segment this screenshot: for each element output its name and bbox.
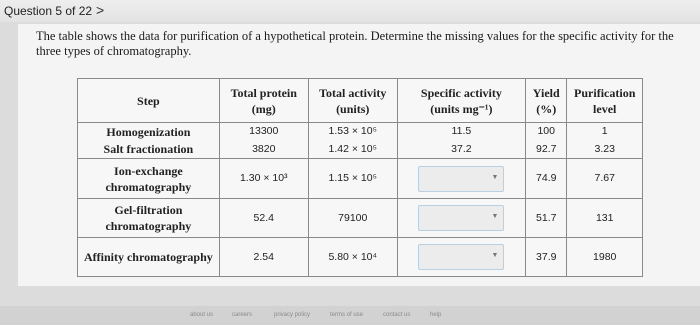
- row-step: [78, 159, 220, 199]
- header-purification-unit: level: [593, 101, 617, 116]
- row-step-line2: chromatography: [105, 219, 192, 233]
- header-yield-unit: (%): [536, 101, 557, 116]
- specific-activity-dropdown[interactable]: [418, 166, 504, 192]
- footer-link-careers[interactable]: careers: [232, 312, 253, 318]
- specific-activity-answer-cell: [397, 199, 525, 238]
- header-total-protein: [219, 79, 308, 123]
- row-activity: 1.15 × 10⁵: [308, 159, 397, 199]
- header-specific-activity-label: Specific activity: [420, 85, 502, 100]
- row-purification: 1980: [567, 238, 643, 277]
- header-specific-activity: [397, 79, 525, 123]
- header-purification: [567, 79, 643, 123]
- header-total-activity-label: Total activity: [319, 85, 387, 100]
- table-row: [78, 199, 643, 238]
- row-yield: 92.7: [526, 141, 567, 159]
- row-yield: 74.9: [526, 159, 567, 199]
- specific-activity-dropdown[interactable]: [418, 205, 504, 231]
- row-protein: 1.30 × 10³: [219, 159, 308, 199]
- header-yield: [526, 79, 567, 123]
- question-header: [0, 0, 700, 22]
- row-step: Homogenization: [78, 123, 220, 141]
- header-step: [78, 79, 220, 123]
- row-specific-activity: 11.5: [397, 123, 525, 141]
- row-step: Affinity chromatography: [78, 238, 220, 277]
- footer-link-privacy[interactable]: privacy policy: [274, 312, 311, 318]
- row-activity: 1.42 × 10⁵: [308, 141, 397, 159]
- row-step-line1: Ion-exchange: [114, 163, 183, 178]
- row-purification: 3.23: [567, 141, 643, 159]
- row-protein: 3820: [219, 141, 308, 159]
- row-yield: 100: [526, 123, 567, 141]
- header-purification-label: Purification: [574, 85, 636, 100]
- row-activity: 1.53 × 10⁵: [308, 123, 397, 141]
- row-protein: 2.54: [219, 238, 308, 277]
- row-purification: 7.67: [567, 159, 643, 199]
- header-specific-activity-unit: (units mg⁻¹): [430, 101, 493, 116]
- row-activity: 79100: [308, 199, 397, 238]
- header-total-activity-unit: (units): [336, 101, 370, 116]
- row-step: [78, 199, 220, 238]
- footer-link-terms[interactable]: terms of use: [330, 312, 364, 318]
- table-row: [78, 141, 643, 159]
- header-total-protein-unit: (mg): [251, 101, 276, 116]
- table-row: [78, 159, 643, 199]
- question-counter: Question 5 of 22: [4, 4, 93, 18]
- specific-activity-dropdown[interactable]: [418, 244, 504, 270]
- row-activity: 5.80 × 10⁴: [308, 238, 397, 277]
- header-step-label: Step: [137, 93, 160, 108]
- footer-link-contact[interactable]: contact us: [383, 312, 411, 318]
- chevron-down-icon: ▼: [491, 251, 499, 259]
- row-yield: 51.7: [526, 199, 567, 238]
- row-protein: 52.4: [219, 199, 308, 238]
- header-total-protein-label: Total protein: [230, 85, 297, 100]
- row-purification: 131: [567, 199, 643, 238]
- row-step: Salt fractionation: [78, 141, 220, 159]
- row-purification: 1: [567, 123, 643, 141]
- row-specific-activity: 37.2: [397, 141, 525, 159]
- chevron-down-icon: ▼: [491, 212, 499, 220]
- question-text: The table shows the data for purification of a hypothetical protein. Determine the missing values for the specific activity for the three types of chromatography.: [36, 29, 674, 58]
- purification-table: [77, 78, 643, 277]
- header-yield-label: Yield: [532, 85, 560, 100]
- header-total-activity: [308, 79, 397, 123]
- footer-link-help[interactable]: help: [430, 312, 442, 318]
- footer-link-about[interactable]: about us: [190, 312, 214, 318]
- footer: [0, 306, 700, 325]
- next-question-chevron-icon[interactable]: >: [96, 2, 105, 18]
- table-row: [78, 123, 643, 141]
- specific-activity-answer-cell: [397, 238, 525, 277]
- chevron-down-icon: ▼: [491, 172, 499, 181]
- row-step-line1: Gel-filtration: [114, 203, 183, 217]
- table-row: [78, 238, 643, 277]
- row-protein: 13300: [219, 123, 308, 141]
- row-step-line2: chromatography: [105, 179, 192, 194]
- table-header-row: [78, 79, 643, 123]
- specific-activity-answer-cell: [397, 159, 525, 199]
- row-yield: 37.9: [526, 238, 567, 277]
